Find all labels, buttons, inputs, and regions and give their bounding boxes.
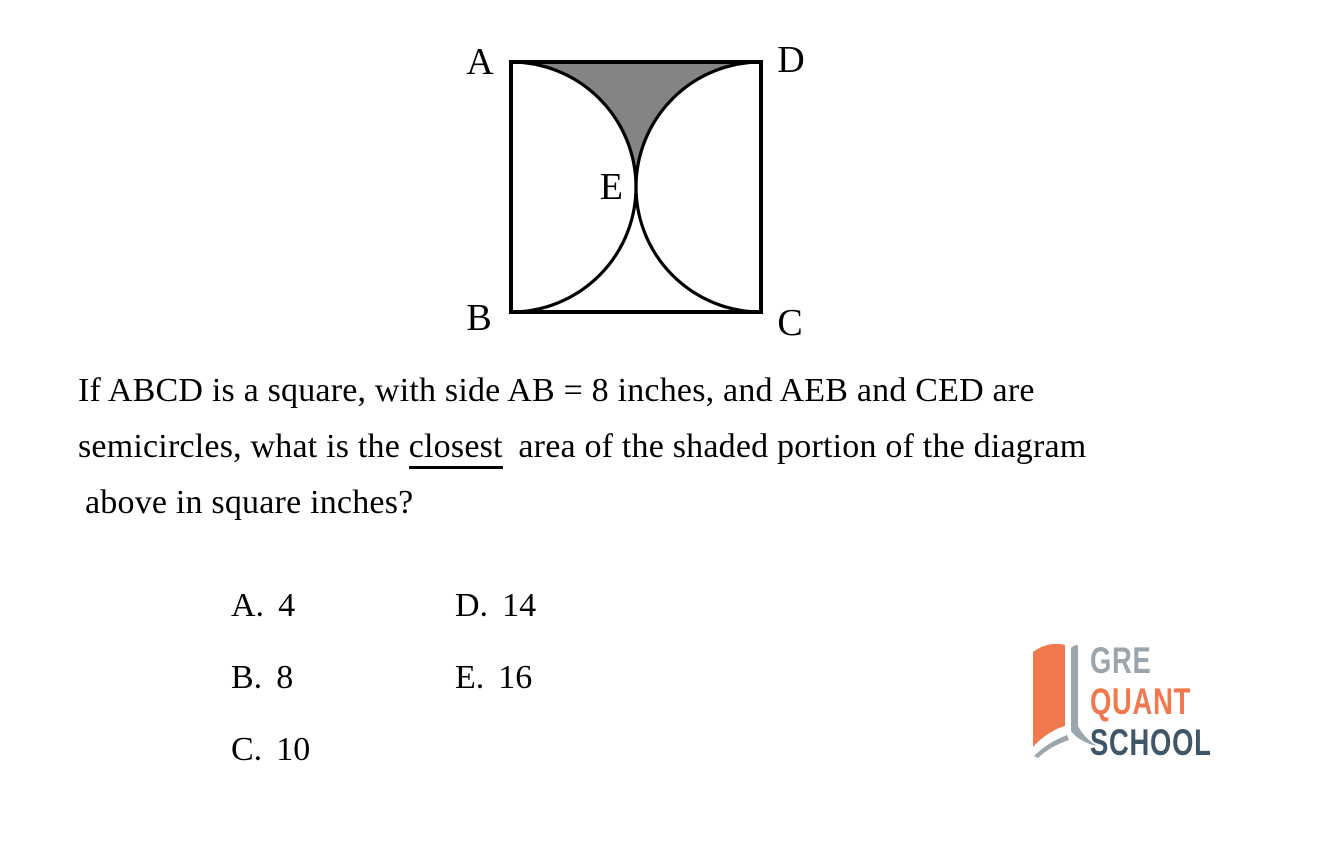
question-line-2 (78, 419, 1268, 475)
choices-left-column (231, 570, 310, 786)
question-underlined-word: closest (409, 428, 503, 469)
choice-a (231, 570, 310, 642)
choice-e-value: 16 (498, 659, 533, 696)
choice-e-label: E. (455, 659, 485, 696)
choice-b-value: 8 (276, 659, 294, 696)
logo-word-school: SCHOOL (1090, 722, 1212, 763)
question-line-2-before: semicircles, what is the (78, 428, 409, 465)
book-page-orange (1033, 644, 1065, 747)
question-line-3: above in square inches? (85, 484, 414, 521)
logo-word-quant: QUANT (1090, 681, 1192, 722)
vertex-label-d: D (777, 39, 805, 81)
question-line-2-after: area of the shaded portion of the diagram (509, 428, 1087, 465)
choice-d-label: D. (455, 587, 489, 624)
geometry-figure (430, 30, 810, 350)
vertex-label-c: C (777, 302, 803, 344)
choice-c-label: C. (231, 731, 263, 768)
question-text (78, 363, 1268, 531)
choice-b (231, 642, 310, 714)
logo-word-gre: GRE (1090, 640, 1152, 681)
choice-d-value: 14 (502, 587, 537, 624)
center-label-e: E (599, 166, 623, 208)
vertex-label-b: B (466, 297, 492, 339)
vertex-label-a: A (466, 41, 494, 83)
choices-right-column (455, 570, 536, 714)
choice-b-label: B. (231, 659, 263, 696)
choice-c (231, 714, 310, 786)
choice-d (455, 570, 536, 642)
question-line-1: If ABCD is a square, with side AB = 8 inches, and AEB and CED are (78, 372, 1035, 409)
choice-e (455, 642, 536, 714)
choice-a-value: 4 (278, 587, 296, 624)
choice-c-value: 10 (276, 731, 311, 768)
choice-a-label: A. (231, 587, 265, 624)
logo-wordmark (1090, 640, 1254, 763)
